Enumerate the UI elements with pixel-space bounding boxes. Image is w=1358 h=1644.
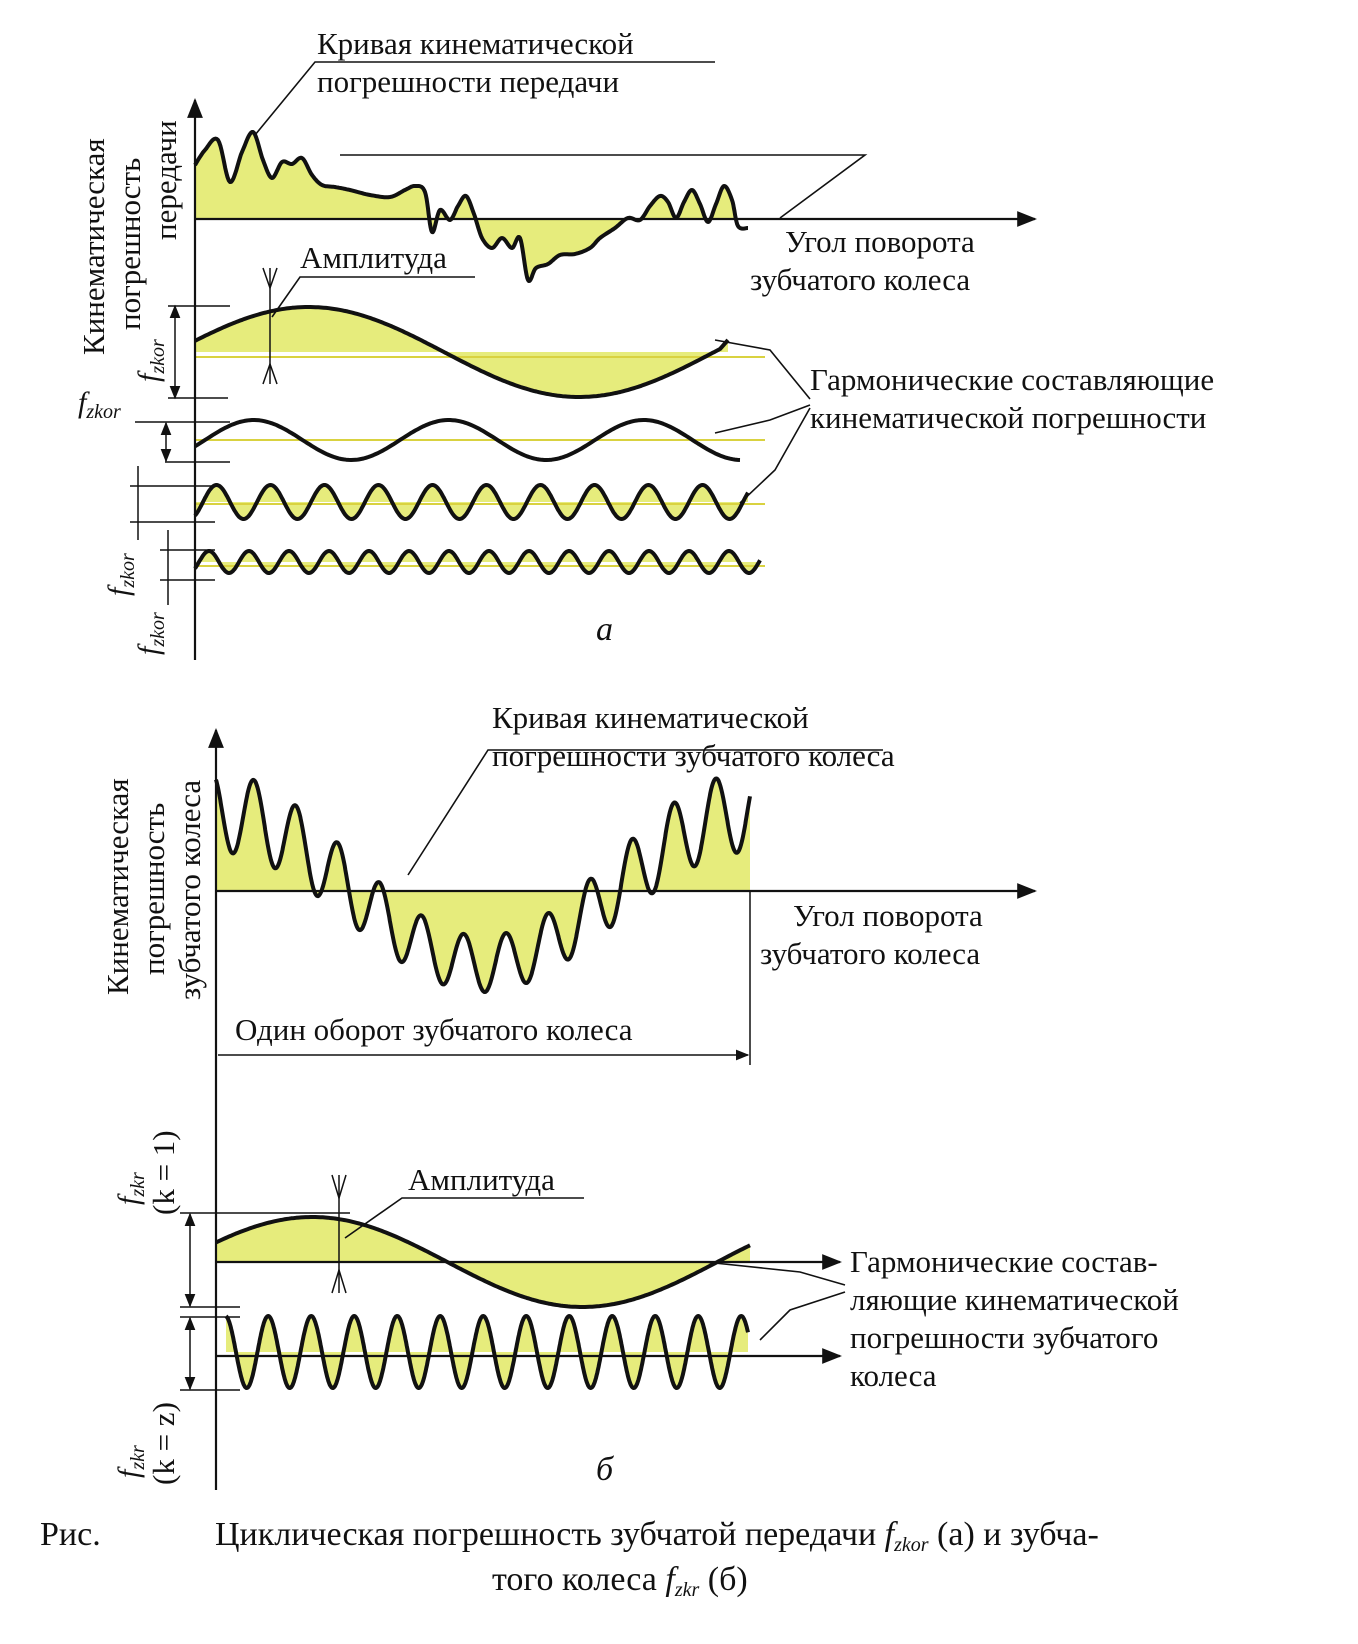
caption-prefix: Рис. (40, 1516, 101, 1553)
b-y-label-2: погрешность (136, 802, 171, 975)
b-harmonics-label-4: колеса (850, 1358, 937, 1393)
a-curve-label-1: Кривая кинематической (317, 26, 634, 61)
revolution-label: Один оборот зубчатого колеса (235, 1012, 633, 1047)
a-symbol-horizontal: fzkor (78, 386, 121, 423)
b-harmonics-label-2: ляющие кинематической (850, 1282, 1179, 1317)
a-symbol-rotated-3: fzkor (102, 553, 139, 596)
b-y-label-1: Кинематическая (100, 778, 135, 995)
b-x-label-1: Угол поворота (793, 898, 983, 933)
a-y-label-1: Кинематическая (76, 138, 111, 355)
b-harmonics-leader-2 (760, 1292, 845, 1340)
panel-a (76, 26, 1214, 660)
b-panel-letter: б (596, 1451, 614, 1488)
b-symbol-kz: fzkr (112, 1445, 149, 1478)
b-harmonics-label-1: Гармонические состав- (850, 1244, 1158, 1279)
b-symbol-k1: fzkr (112, 1172, 149, 1205)
harmonics-leader-3 (740, 408, 810, 503)
a-x-label-2: зубчатого колеса (750, 262, 971, 297)
b-curve-label-2: погрешности зубчатого колеса (492, 738, 895, 773)
a-harmonics-label-2: кинематической погрешности (810, 400, 1207, 435)
b-harmonics-label-3: погрешности зубчатого (850, 1320, 1159, 1355)
a-curve-label-2: погрешности передачи (317, 64, 620, 99)
b-amplitude-label: Амплитуда (408, 1162, 555, 1197)
panel-b (100, 700, 1179, 1490)
b-k1-label: (k = 1) (146, 1130, 181, 1215)
harmonics-leader-2 (715, 405, 810, 433)
a-symbol-rotated-4: fzkor (132, 612, 169, 655)
caption (40, 1516, 1099, 1604)
harmonics-leader-1 (715, 340, 810, 399)
a-x-label-1: Угол поворота (785, 224, 975, 259)
a-panel-letter: а (596, 611, 613, 648)
a-amplitude-label: Амплитуда (300, 240, 447, 275)
a-y-label-2: погрешность (112, 157, 147, 330)
a-harmonics-label-1: Гармонические составляющие (810, 362, 1215, 397)
caption-line-2: того колеса fzkr (б) (492, 1561, 748, 1601)
b-curve-label-1: Кривая кинематической (492, 700, 809, 735)
caption-line-1: Циклическая погрешность зубчатой передачи fzkor (а) и зубча- (215, 1516, 1099, 1556)
a-symbol-rotated-1: fzkor (132, 339, 169, 382)
b-x-label-2: зубчатого колеса (760, 936, 981, 971)
a-y-label-3: передачи (148, 120, 183, 240)
b-y-label-3: зубчатого колеса (172, 779, 207, 1000)
b-harmonics-leader-1 (705, 1262, 845, 1285)
b-kz-label: (k = z) (146, 1402, 181, 1485)
